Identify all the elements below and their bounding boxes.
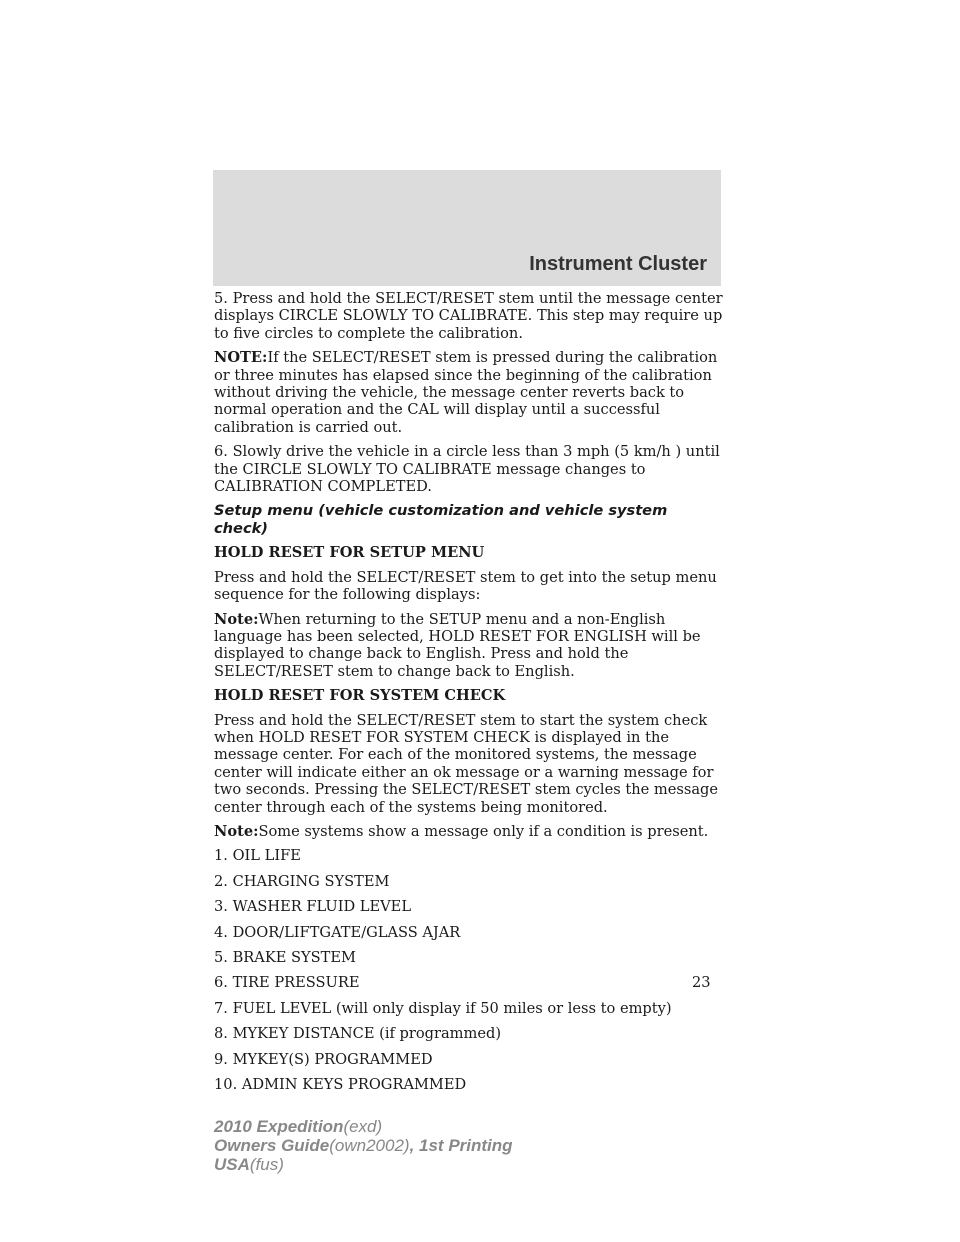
step-5-paragraph: 5. Press and hold the SELECT/RESET stem until the message center displays CIRCLE SLOWLY TO CALIBRATE. This step may require up to five circles to complete the calibration. <box>214 290 723 342</box>
note-1-paragraph <box>214 349 724 436</box>
system-check-paragraph: Press and hold the SELECT/RESET stem to start the system check when HOLD RESET FOR SYSTEM CHECK is displayed in the message center. For each of the monitored systems, the message center will indicate either an ok message or a warning message for two seconds. Pressing the SELECT/RESET stem cycles the message center through each of the systems being monitored. <box>214 711 719 816</box>
list-item: 6. TIRE PRESSURE <box>214 974 360 992</box>
note-2-text: When returning to the SETUP menu and a non-English language has been selected, HOLD RESET FOR ENGLISH will be displayed to change back to English. Press and hold the SELECT/RESET stem to change back to English. <box>214 610 701 680</box>
note-2-label: Note: <box>214 610 259 628</box>
footer-guide: Owners Guide <box>214 1136 330 1155</box>
footer-line-3 <box>214 1155 513 1174</box>
page-number: 23 <box>692 974 711 991</box>
note-1-text: If the SELECT/RESET stem is pressed during the calibration or three minutes has elapsed since the beginning of the calibration without driving the vehicle, the message center reverts back to normal operation and the CAL will display until a successful calibration is carried out. <box>214 349 718 436</box>
list-item: 2. CHARGING SYSTEM <box>214 872 390 890</box>
list-item: 4. DOOR/LIFTGATE/GLASS AJAR <box>214 923 461 941</box>
list-item: 10. ADMIN KEYS PROGRAMMED <box>214 1076 467 1094</box>
note-3-paragraph <box>214 823 724 840</box>
footer-market-code: (fus) <box>249 1155 284 1174</box>
footer-line-1 <box>214 1117 513 1136</box>
hold-reset-system-check-heading: HOLD RESET FOR SYSTEM CHECK <box>214 687 506 705</box>
note-3-label: Note: <box>214 822 259 840</box>
list-item: 9. MYKEY(S) PROGRAMMED <box>214 1050 433 1068</box>
print-footer <box>214 1117 513 1174</box>
section-title: Instrument Cluster <box>529 253 707 275</box>
footer-printing: , 1st Printing <box>409 1136 513 1155</box>
note-1-label: NOTE: <box>214 349 268 367</box>
note-2-paragraph <box>214 611 724 681</box>
page-content <box>214 290 724 1101</box>
setup-paragraph: Press and hold the SELECT/RESET stem to get into the setup menu sequence for the following displays: <box>214 568 717 604</box>
setup-menu-heading: Setup menu (vehicle customization and vehicle system check) <box>214 502 668 537</box>
section-header-band <box>213 170 721 286</box>
list-item: 5. BRAKE SYSTEM <box>214 949 356 966</box>
footer-guide-code: (own2002) <box>329 1136 410 1155</box>
list-item: 7. FUEL LEVEL (will only display if 50 miles or less to empty) <box>214 999 672 1017</box>
list-item: 8. MYKEY DISTANCE (if programmed) <box>214 1025 502 1043</box>
note-3-text: Some systems show a message only if a condition is present. <box>258 822 709 840</box>
step-6-paragraph: 6. Slowly drive the vehicle in a circle less than 3 mph (5 km/h ) until the CIRCLE SLOWLY TO CALIBRATE message changes to CALIBRATION COMPLETED. <box>214 443 720 496</box>
footer-model-code: (exd) <box>343 1117 383 1136</box>
footer-model: 2010 Expedition <box>214 1117 344 1136</box>
footer-market: USA <box>214 1155 250 1174</box>
hold-reset-setup-heading: HOLD RESET FOR SETUP MENU <box>214 544 485 562</box>
system-check-list <box>214 847 724 1093</box>
footer-line-2 <box>214 1136 513 1155</box>
list-item: 1. OIL LIFE <box>214 847 301 865</box>
list-item: 3. WASHER FLUID LEVEL <box>214 898 412 916</box>
